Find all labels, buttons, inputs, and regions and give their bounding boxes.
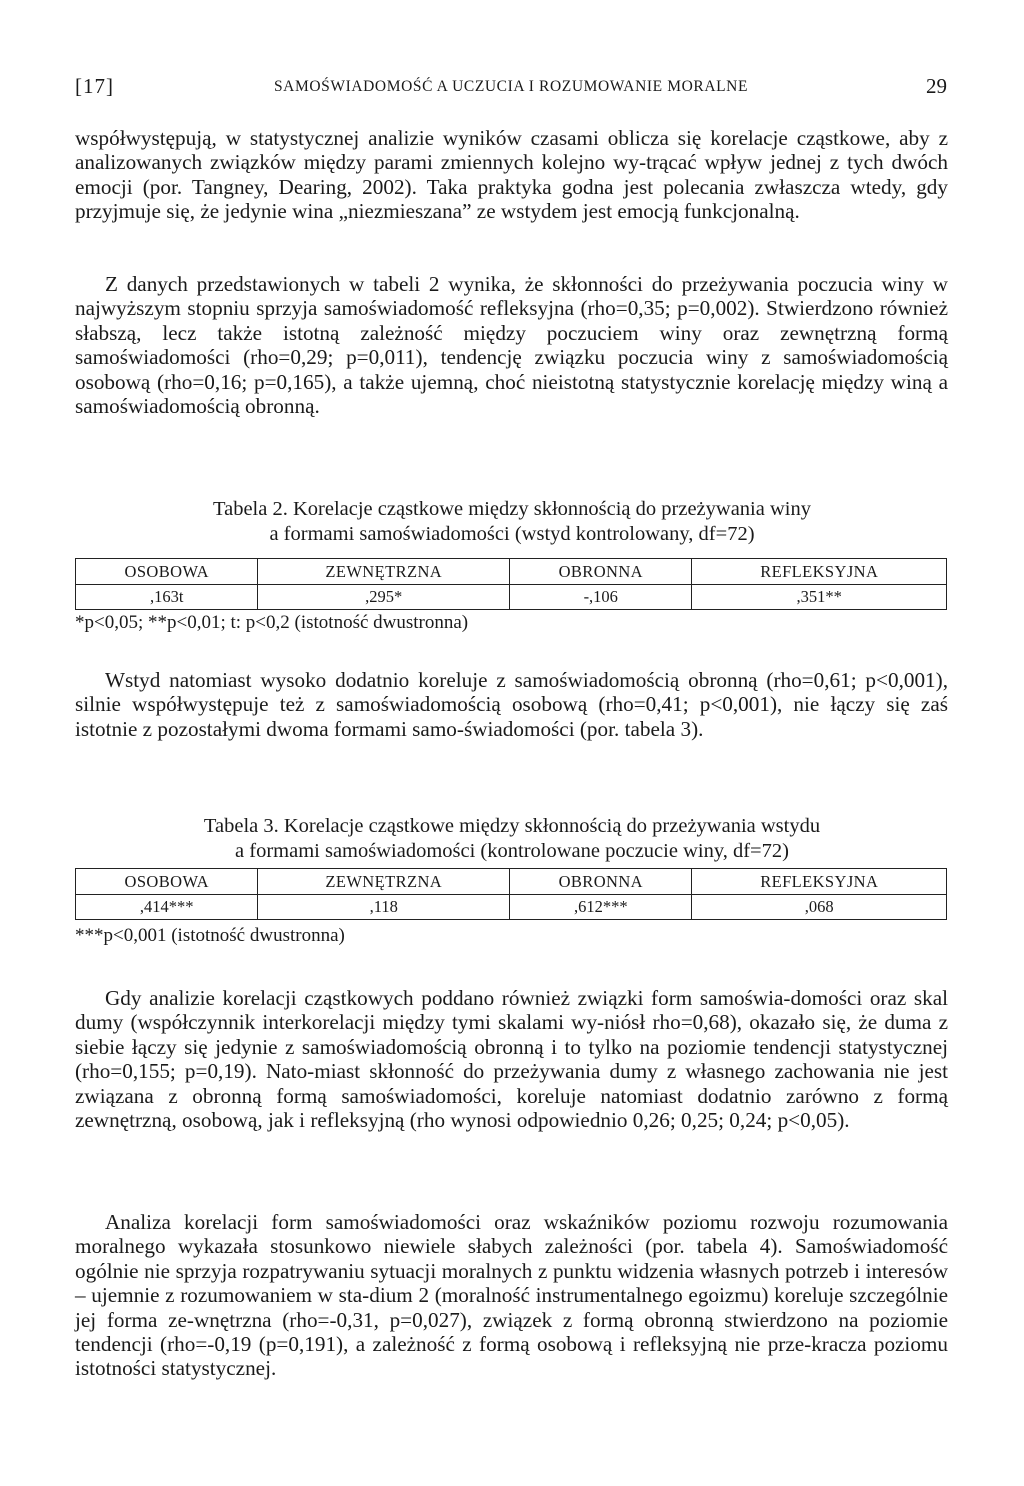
- paragraph-5: Analiza korelacji form samoświadomości oraz wskaźników poziomu rozwoju rozumowania moralnego wykazała stosunkowo niewiele słabych zależności (por. tabela 4). Samoświadomość ogólnie nie sprzyja rozpatrywaniu sytuacji moralnych z punktu widzenia własnych potrzeb i interesów – ujemnie z rozumowaniem w sta-dium 2 (moralność instrumentalnego egoizmu) koreluje szczególnie jej forma ze-wnętrzna (rho=-0,31, p=0,027), związek z formą obronną stwierdzono na poziomie tendencji (rho=-0,19 (p=0,191), a zależność z formą osobową i refleksyjną nie prze-kracza poziomu istotności statystycznej.: [75, 1210, 948, 1381]
- column-header-obronna: OBRONNA: [510, 869, 692, 895]
- running-title: SAMOŚWIADOMOŚĆ A UCZUCIA I ROZUMOWANIE MORALNE: [273, 78, 749, 95]
- table-cell: ,163t: [76, 585, 258, 610]
- table-cell: ,612***: [510, 895, 692, 920]
- table-cell: ,414***: [76, 895, 258, 920]
- column-header-zewnetrzna: ZEWNĘTRZNA: [258, 869, 510, 895]
- column-header-refleksyjna: REFLEKSYJNA: [692, 869, 947, 895]
- paragraph-2: Z danych przedstawionych w tabeli 2 wynika, że skłonności do przeżywania poczucia winy w najwyższym stopniu sprzyja samoświadomość refleksyjna (rho=0,35; p=0,002). Stwierdzono również słabszą, lecz także istotną zależność między poczuciem winy oraz zewnętrzną formą samoświadomości (rho=0,29; p=0,011), tendencję związku poczucia winy z samoświadomością osobową (rho=0,16; p=0,165), a także ujemną, choć nieistotną statystycznie korelację między winą a samoświadomością obronną.: [75, 272, 948, 419]
- table-cell: ,351**: [692, 585, 947, 610]
- column-header-zewnetrzna: ZEWNĘTRZNA: [258, 559, 510, 585]
- paragraph-4: Gdy analizie korelacji cząstkowych poddano również związki form samoświa-domości oraz skal dumy (współczynnik interkorelacji między tymi skalami wy-niósł rho=0,68), okazało się, że duma z siebie łączy się jedynie z samoświadomością obronną i to tylko na poziomie tendencji statystycznej (rho=0,155; p=0,19). Nato-miast skłonność do przeżywania dumy z własnego zachowania nie jest związana z obronną formą samoświadomości, koreluje natomiast dodatnio zarówno z formą zewnętrzną, osobową, jak i refleksyjną (rho wynosi odpowiednio 0,26; 0,25; 0,24; p<0,05).: [75, 986, 948, 1133]
- column-header-obronna: OBRONNA: [510, 559, 692, 585]
- running-header: [75, 74, 947, 104]
- section-number: [17]: [75, 74, 114, 98]
- table-2-note: *p<0,05; **p<0,01; t: p<0,2 (istotność dwustronna): [75, 612, 469, 633]
- table-cell: ,118: [258, 895, 510, 920]
- paragraph-3: Wstyd natomiast wysoko dodatnio koreluje z samoświadomością obronną (rho=0,61; p<0,001), silnie współwystępuje też z samoświadomością osobową (rho=0,41; p<0,001), nie łączy się zaś istotnie z pozostałymi dwoma formami samo-świadomości (por. tabela 3).: [75, 668, 948, 741]
- column-header-refleksyjna: REFLEKSYJNA: [692, 559, 947, 585]
- table-cell: -,106: [510, 585, 692, 610]
- table-row: [76, 895, 947, 920]
- paragraph-1: współwystępują, w statystycznej analizie wyników czasami oblicza się korelacje cząstkowe, aby z analizowanych związków między parami zmiennych kolejno wy-trącać wpływ jednej z tych dwóch emocji (por. Tangney, Dearing, 2002). Taka praktyka godna jest polecania zwłaszcza wtedy, gdy przyjmuje się, że jedynie wina „niezmieszana” ze wstydem jest emocją funkcjonalną.: [75, 126, 948, 224]
- table-3-caption-line-1: Tabela 3. Korelacje cząstkowe między skłonnością do przeżywania wstydu: [203, 815, 821, 837]
- table-2-caption-line-2: a formami samoświadomości (wstyd kontrolowany, df=72): [269, 523, 755, 545]
- table-3-caption-line-2: a formami samoświadomości (kontrolowane poczucie winy, df=72): [235, 840, 789, 862]
- table-header-row: [76, 559, 947, 585]
- table-cell: ,068: [692, 895, 947, 920]
- table-3: [75, 868, 947, 920]
- table-row: [76, 585, 947, 610]
- page-number: 29: [926, 74, 947, 98]
- column-header-osobowa: OSOBOWA: [76, 559, 258, 585]
- table-cell: ,295*: [258, 585, 510, 610]
- table-2-caption-line-1: Tabela 2. Korelacje cząstkowe między skłonnością do przeżywania winy: [213, 498, 811, 520]
- table-2: [75, 558, 947, 610]
- table-3-note: ***p<0,001 (istotność dwustronna): [75, 925, 345, 946]
- table-header-row: [76, 869, 947, 895]
- column-header-osobowa: OSOBOWA: [76, 869, 258, 895]
